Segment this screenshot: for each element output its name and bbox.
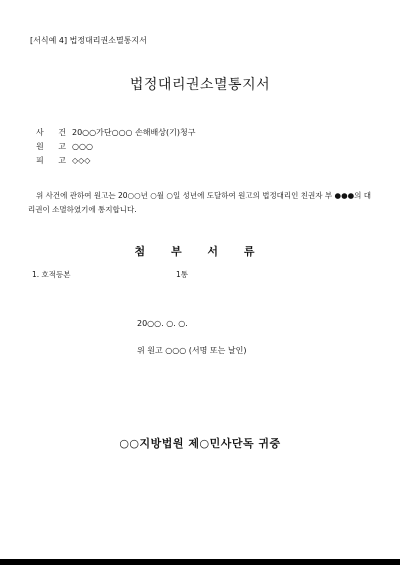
attachments-heading: 첨 부 서 류: [134, 245, 266, 258]
case-label: 사 건: [36, 128, 72, 137]
attachment-item: 1. 호적등본: [32, 270, 71, 279]
document-title: 법정대리권소멸통지서: [129, 77, 271, 93]
bottom-border: [0, 559, 400, 565]
plaintiff-label: 원 고: [36, 142, 72, 151]
defendant-value: ◇◇◇: [72, 156, 91, 165]
defendant-label: 피 고: [36, 156, 72, 165]
court-addressee: ○○지방법원 제○민사단독 귀중: [119, 437, 281, 450]
case-value: 20○○가단○○○ 손해배상(기)청구: [72, 128, 196, 137]
document-date: 20○○. ○. ○.: [137, 319, 188, 328]
form-label: [서식예 4] 법정대리권소멸통지서: [30, 36, 147, 45]
plaintiff-value: ○○○: [72, 142, 93, 151]
notice-body: 위 사건에 관하여 원고는 20○○년 ○월 ○일 성년에 도달하여 원고의 법정대리인 친권자 부 ●●●의 대리권이 소멸하였기에 통지합니다.: [28, 191, 372, 214]
signature-line: 위 원고 ○○○ (서명 또는 날인): [137, 346, 247, 355]
attachment-count: 1통: [176, 270, 189, 279]
